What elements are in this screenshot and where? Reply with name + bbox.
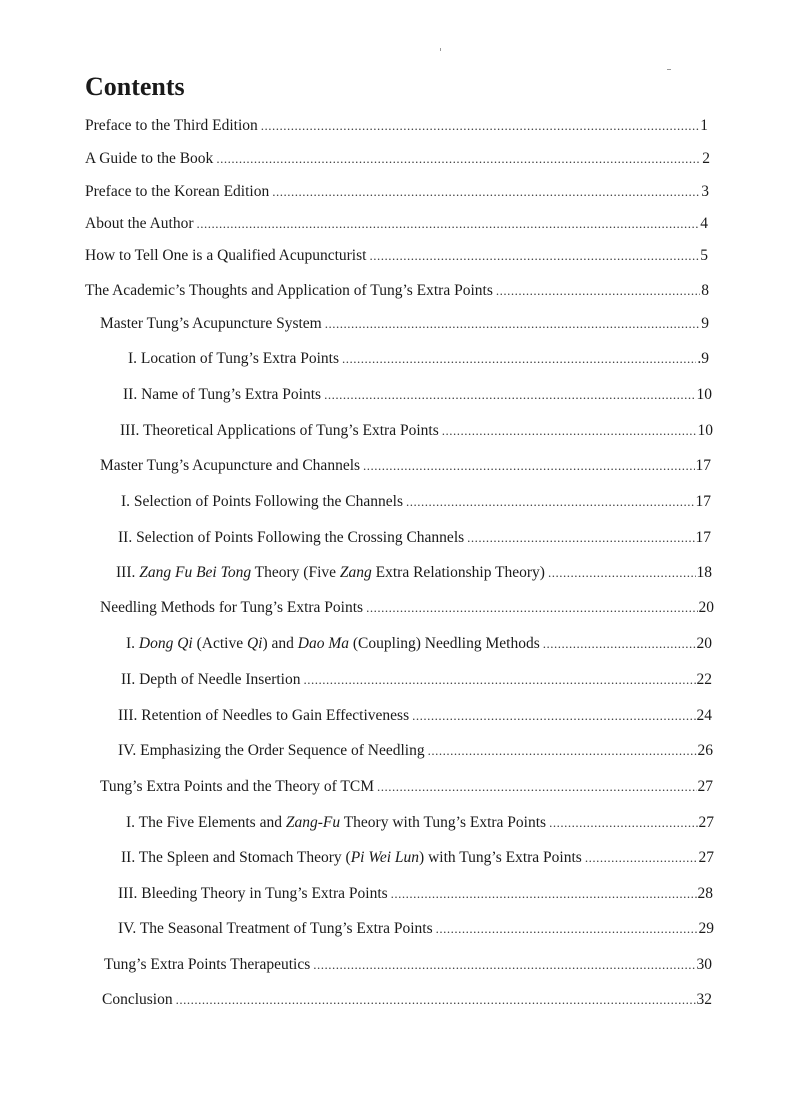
dot-leader [428, 741, 697, 761]
toc-page-number: 26 [697, 742, 713, 759]
toc-page-number: 28 [697, 885, 713, 902]
toc-entry [121, 848, 714, 868]
toc-entry [118, 706, 712, 726]
toc-page-number: 17 [695, 493, 711, 510]
toc-entry [85, 246, 708, 266]
toc-page-number: 3 [701, 183, 709, 200]
dot-leader [377, 777, 697, 797]
toc-page-number: 5 [700, 247, 708, 264]
toc-entry [128, 349, 709, 369]
toc-entry [126, 813, 714, 833]
dot-leader [436, 919, 698, 939]
toc-entry-label: Tung’s Extra Points Therapeutics [104, 956, 311, 973]
toc-entry [100, 456, 711, 476]
toc-entry-label: A Guide to the Book [85, 150, 214, 167]
toc-page-number: 27 [698, 849, 714, 866]
toc-page-number: 27 [697, 778, 713, 795]
toc-entry-label: Conclusion [102, 991, 173, 1008]
dot-leader [442, 421, 697, 441]
dot-leader [391, 884, 697, 904]
toc-page-number: 17 [695, 529, 711, 546]
toc-entry-label: The Academic’s Thoughts and Application of Tung’s Extra Points [85, 282, 493, 299]
toc-entry [85, 182, 709, 202]
toc-entry-label: II. Name of Tung’s Extra Points [123, 386, 322, 403]
dot-leader [585, 848, 698, 868]
toc-page-number: 10 [696, 386, 712, 403]
toc-entry [100, 777, 713, 797]
toc-page-number: 27 [698, 814, 714, 831]
dot-leader [313, 955, 695, 975]
toc-entry [85, 214, 708, 234]
page-title: Contents [85, 72, 185, 101]
toc-page-number: 24 [696, 707, 712, 724]
toc-entry-label: I. Location of Tung’s Extra Points [128, 350, 339, 367]
toc-entry [120, 421, 713, 441]
toc-page-number: 20 [696, 635, 712, 652]
toc-entry-label: How to Tell One is a Qualified Acupuncturist [85, 247, 367, 264]
toc-entry [118, 528, 711, 548]
toc-page-number: 2 [702, 150, 710, 167]
toc-entry-label: III. Retention of Needles to Gain Effectiveness [118, 707, 410, 724]
dot-leader [412, 706, 695, 726]
toc-entry-label: I. Dong Qi (Active Qi) and Dao Ma (Coupling) Needling Methods [126, 635, 540, 652]
dot-leader [549, 813, 697, 833]
toc-page-number: 22 [696, 671, 712, 688]
dot-leader [176, 990, 696, 1010]
scan-speck [667, 69, 671, 70]
toc-entry-label: Master Tung’s Acupuncture and Channels [100, 457, 361, 474]
toc-page-number: 29 [698, 920, 714, 937]
dot-leader [366, 598, 697, 618]
toc-entry [85, 116, 708, 136]
toc-entry [85, 281, 709, 301]
dot-leader [197, 214, 700, 234]
toc-entry [116, 563, 712, 583]
dot-leader [324, 385, 695, 405]
toc-entry [126, 634, 712, 654]
toc-entry [100, 314, 709, 334]
toc-page-number: 18 [696, 564, 712, 581]
toc-page-number: 4 [700, 215, 708, 232]
toc-page-number: .9 [697, 350, 709, 367]
toc-page-number: 10 [697, 422, 713, 439]
toc-entry [121, 492, 711, 512]
toc-page-number: 17 [695, 457, 711, 474]
toc-entry-label: Needling Methods for Tung’s Extra Points [100, 599, 364, 616]
toc-page-number: 9 [701, 315, 709, 332]
dot-leader [369, 246, 699, 266]
toc-page-number: 8 [701, 282, 709, 299]
toc-page-number: 20 [698, 599, 714, 616]
toc-entry-label: II. Selection of Points Following the Crossing Channels [118, 529, 465, 546]
toc-entry-label: IV. The Seasonal Treatment of Tung’s Extra Points [118, 920, 433, 937]
dot-leader [496, 281, 700, 301]
toc-entry [118, 884, 713, 904]
toc-page-number: 30 [696, 956, 712, 973]
toc-page-number: 32 [696, 991, 712, 1008]
toc-entry-label: Preface to the Third Edition [85, 117, 258, 134]
dot-leader [543, 634, 696, 654]
toc-entry-label: II. The Spleen and Stomach Theory (Pi Wei Lun) with Tung’s Extra Points [121, 849, 582, 866]
dot-leader [406, 492, 695, 512]
toc-entry [100, 598, 714, 618]
toc-entry [102, 990, 712, 1010]
dot-leader [272, 182, 700, 202]
toc-entry [104, 955, 712, 975]
dot-leader [261, 116, 700, 136]
dot-leader [467, 528, 694, 548]
toc-entry [121, 670, 712, 690]
toc-entry-label: III. Theoretical Applications of Tung’s Extra Points [120, 422, 439, 439]
dot-leader [325, 314, 701, 334]
toc-entry-label: II. Depth of Needle Insertion [121, 671, 301, 688]
toc-entry [118, 741, 713, 761]
toc-entry [118, 919, 714, 939]
dot-leader [216, 149, 701, 169]
toc-entry-label: Master Tung’s Acupuncture System [100, 315, 322, 332]
toc-entry-label: I. Selection of Points Following the Channels [121, 493, 403, 510]
dot-leader [303, 670, 695, 690]
dot-leader [363, 456, 694, 476]
toc-page-number: 1 [700, 117, 708, 134]
toc-entry-label: About the Author [85, 215, 194, 232]
toc-entry-label: Tung’s Extra Points and the Theory of TCM [100, 778, 374, 795]
toc-entry [123, 385, 712, 405]
toc-entry-label: III. Bleeding Theory in Tung’s Extra Points [118, 885, 388, 902]
toc-entry-label: III. Zang Fu Bei Tong Theory (Five Zang Extra Relationship Theory) [116, 564, 545, 581]
scan-speck [440, 48, 441, 51]
toc-entry [85, 149, 710, 169]
toc-entry-label: IV. Emphasizing the Order Sequence of Needling [118, 742, 425, 759]
dot-leader [342, 349, 696, 369]
toc-entry-label: Preface to the Korean Edition [85, 183, 270, 200]
dot-leader [548, 563, 696, 583]
toc-entry-label: I. The Five Elements and Zang-Fu Theory with Tung’s Extra Points [126, 814, 547, 831]
